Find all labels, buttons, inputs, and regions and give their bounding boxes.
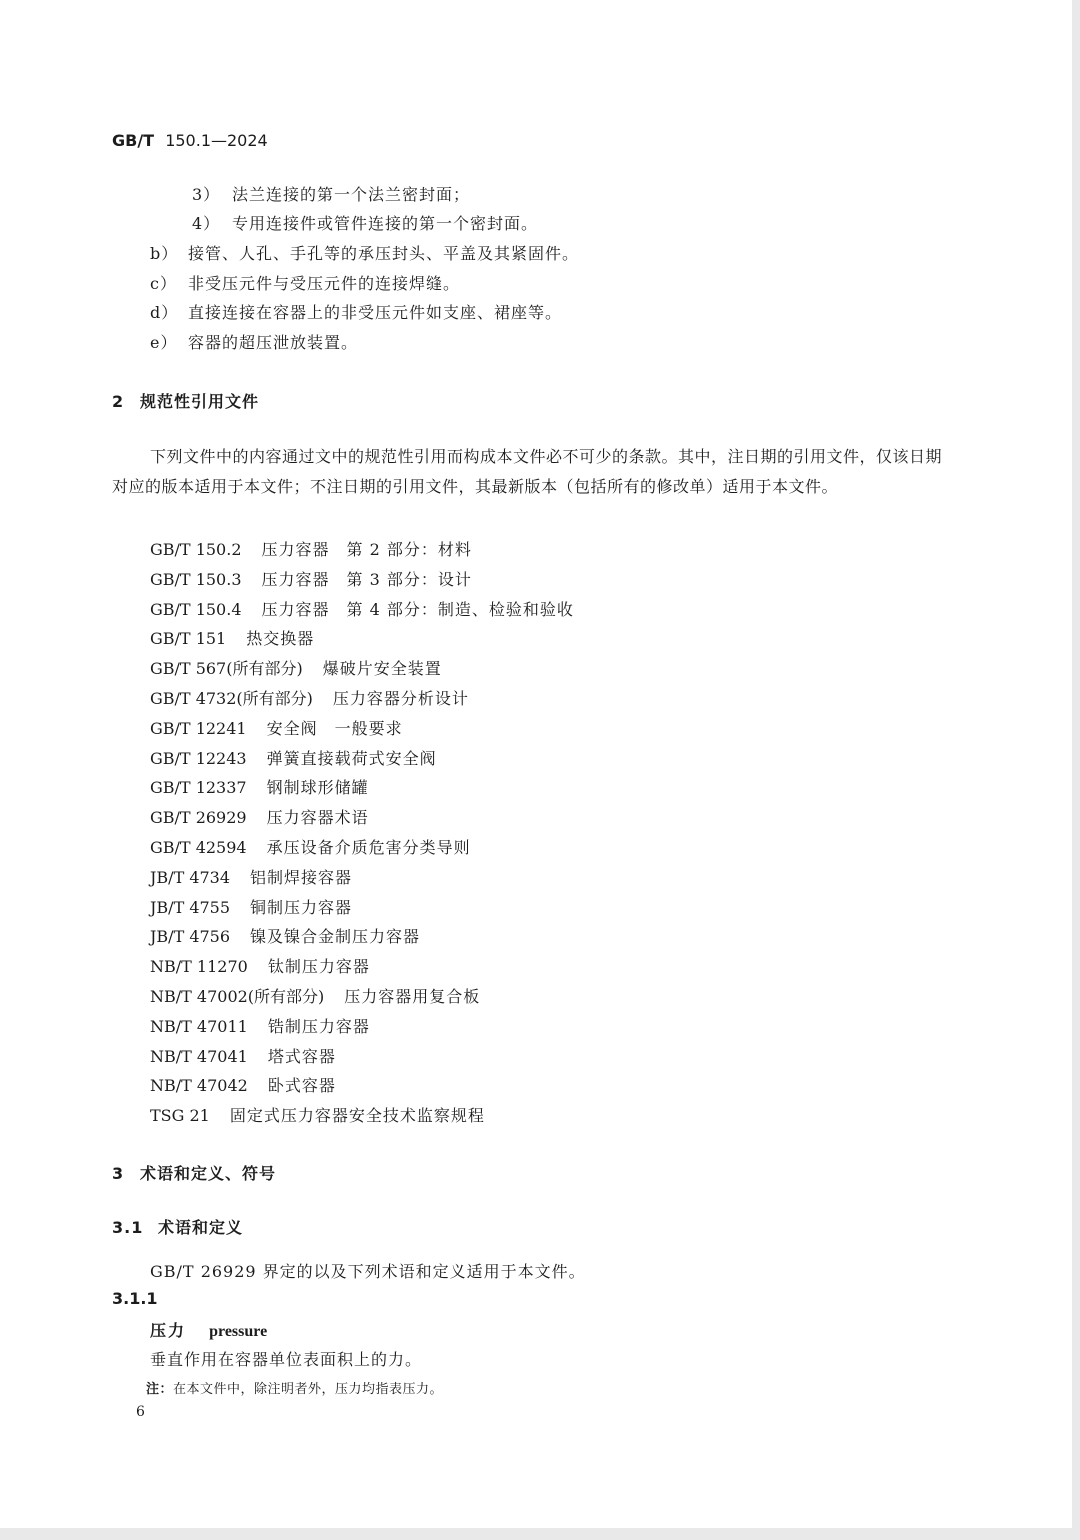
item-label: d）	[150, 303, 179, 322]
list-item	[150, 300, 562, 323]
section-title: 规范性引用文件	[140, 392, 260, 411]
term-chinese: 压力	[150, 1321, 187, 1340]
reference-item	[150, 895, 352, 918]
term-entry	[150, 1318, 267, 1341]
reference-code: GB/T 150.3	[150, 569, 242, 589]
item-text: 直接连接在容器上的非受压元件如支座、裙座等。	[188, 303, 563, 322]
section-intro-paragraph: 下列文件中的内容通过文中的规范性引用而构成本文件必不可少的条款。其中，注日期的引用文件，仅该日期对应的版本适用于本文件；不注日期的引用文件，其最新版本（包括所有的修改单）适用于本文件。	[112, 447, 943, 496]
running-header	[112, 131, 268, 150]
list-item	[150, 271, 460, 294]
item-label: 4）	[192, 214, 221, 233]
reference-code: NB/T 47041	[150, 1046, 248, 1066]
reference-title: 压力容器 第 3 部分：设计	[261, 569, 472, 589]
term-note	[146, 1378, 443, 1397]
term-definition: 垂直作用在容器单位表面积上的力。	[150, 1350, 423, 1369]
reference-code: NB/T 11270	[150, 957, 248, 977]
reference-title: 镍及镍合金制压力容器	[250, 927, 421, 947]
reference-title: 铝制焊接容器	[250, 867, 353, 887]
list-item	[192, 211, 538, 234]
reference-code: TSG 21	[150, 1106, 210, 1126]
reference-title: 弹簧直接载荷式安全阀	[266, 748, 437, 768]
reference-title: 压力容器 第 2 部分：材料	[261, 540, 472, 559]
reference-item	[150, 865, 352, 888]
reference-item	[150, 1014, 370, 1037]
reference-code: NB/T 47011	[150, 1016, 248, 1036]
item-label: c）	[150, 274, 177, 293]
reference-item	[150, 597, 574, 620]
reference-item	[150, 775, 369, 798]
reference-item	[150, 567, 472, 590]
section-heading	[112, 1161, 276, 1184]
reference-item	[150, 626, 314, 649]
standard-prefix: GB/T	[112, 131, 155, 150]
reference-item	[150, 984, 480, 1007]
item-text: 容器的超压泄放装置。	[188, 333, 359, 352]
reference-title: 承压设备介质危害分类导则	[266, 838, 471, 857]
reference-item	[150, 835, 471, 858]
item-text: 专用连接件或管件连接的第一个密封面。	[232, 214, 539, 233]
reference-code: GB/T 42594	[150, 838, 247, 857]
reference-title: 爆破片安全装置	[322, 659, 442, 679]
reference-title: 压力容器 第 4 部分：制造、检验和验收	[261, 599, 574, 619]
list-item	[192, 182, 470, 205]
reference-code: JB/T 4756	[150, 927, 231, 947]
reference-item	[150, 746, 437, 769]
reference-title: 钛制压力容器	[267, 957, 370, 977]
reference-code: GB/T 567(所有部分)	[150, 659, 303, 679]
reference-title: 压力容器用复合板	[344, 987, 481, 1006]
reference-code: GB/T 150.4	[150, 599, 242, 619]
page-number: 6	[136, 1404, 145, 1420]
subsection-heading	[112, 1215, 243, 1238]
reference-title: 铜制压力容器	[250, 897, 353, 917]
reference-title: 安全阀 一般要求	[266, 718, 403, 738]
reference-item	[150, 954, 370, 977]
standard-number: 150.1—2024	[165, 131, 268, 150]
reference-code: JB/T 4755	[150, 897, 231, 917]
section-title: 术语和定义、符号	[140, 1164, 277, 1183]
reference-title: 压力容器术语	[266, 808, 369, 828]
section-heading	[112, 389, 259, 412]
term-number: 3.1.1	[112, 1289, 158, 1308]
reference-title: 钢制球形储罐	[266, 778, 369, 798]
reference-item	[150, 716, 403, 739]
reference-item	[150, 686, 469, 709]
reference-code: GB/T 12337	[150, 778, 247, 798]
note-text: 在本文件中，除注明者外，压力均指表压力。	[173, 1382, 444, 1397]
reference-item	[150, 805, 369, 828]
note-label: 注：	[146, 1382, 174, 1397]
reference-code: GB/T 26929	[150, 808, 247, 828]
item-text: 接管、人孔、手孔等的承压封头、平盖及其紧固件。	[188, 244, 580, 263]
reference-item	[150, 1044, 336, 1067]
reference-title: 锆制压力容器	[267, 1016, 370, 1036]
item-label: 3）	[192, 185, 221, 204]
term-english: pressure	[209, 1323, 268, 1340]
item-label: b）	[150, 244, 179, 263]
reference-code: NB/T 47042	[150, 1076, 248, 1096]
terms-intro: GB/T 26929 界定的以及下列术语和定义适用于本文件。	[150, 1262, 586, 1281]
reference-item	[150, 1103, 485, 1126]
reference-title: 热交换器	[246, 629, 315, 649]
item-text: 非受压元件与受压元件的连接焊缝。	[188, 274, 461, 293]
reference-title: 塔式容器	[267, 1046, 336, 1066]
reference-code: GB/T 4732(所有部分)	[150, 689, 313, 708]
reference-code: GB/T 12243	[150, 748, 247, 768]
reference-code: JB/T 4734	[150, 867, 231, 887]
subsection-number: 3.1	[112, 1218, 144, 1237]
reference-code: GB/T 151	[150, 629, 227, 649]
reference-title: 压力容器分析设计	[332, 689, 469, 708]
reference-code: NB/T 47002(所有部分)	[150, 987, 325, 1006]
item-text: 法兰连接的第一个法兰密封面；	[232, 185, 471, 204]
subsection-title: 术语和定义	[158, 1218, 244, 1237]
reference-item	[150, 656, 442, 679]
section-number: 2	[112, 392, 125, 411]
item-label: e）	[150, 333, 178, 352]
list-item	[150, 330, 358, 353]
list-item	[150, 241, 579, 264]
reference-item	[150, 924, 420, 947]
reference-code: GB/T 12241	[150, 718, 247, 738]
reference-item	[150, 1073, 336, 1096]
reference-item	[150, 537, 472, 560]
section-number: 3	[112, 1164, 125, 1183]
reference-title: 固定式压力容器安全技术监察规程	[229, 1106, 485, 1126]
reference-title: 卧式容器	[267, 1076, 336, 1096]
reference-code: GB/T 150.2	[150, 540, 242, 559]
